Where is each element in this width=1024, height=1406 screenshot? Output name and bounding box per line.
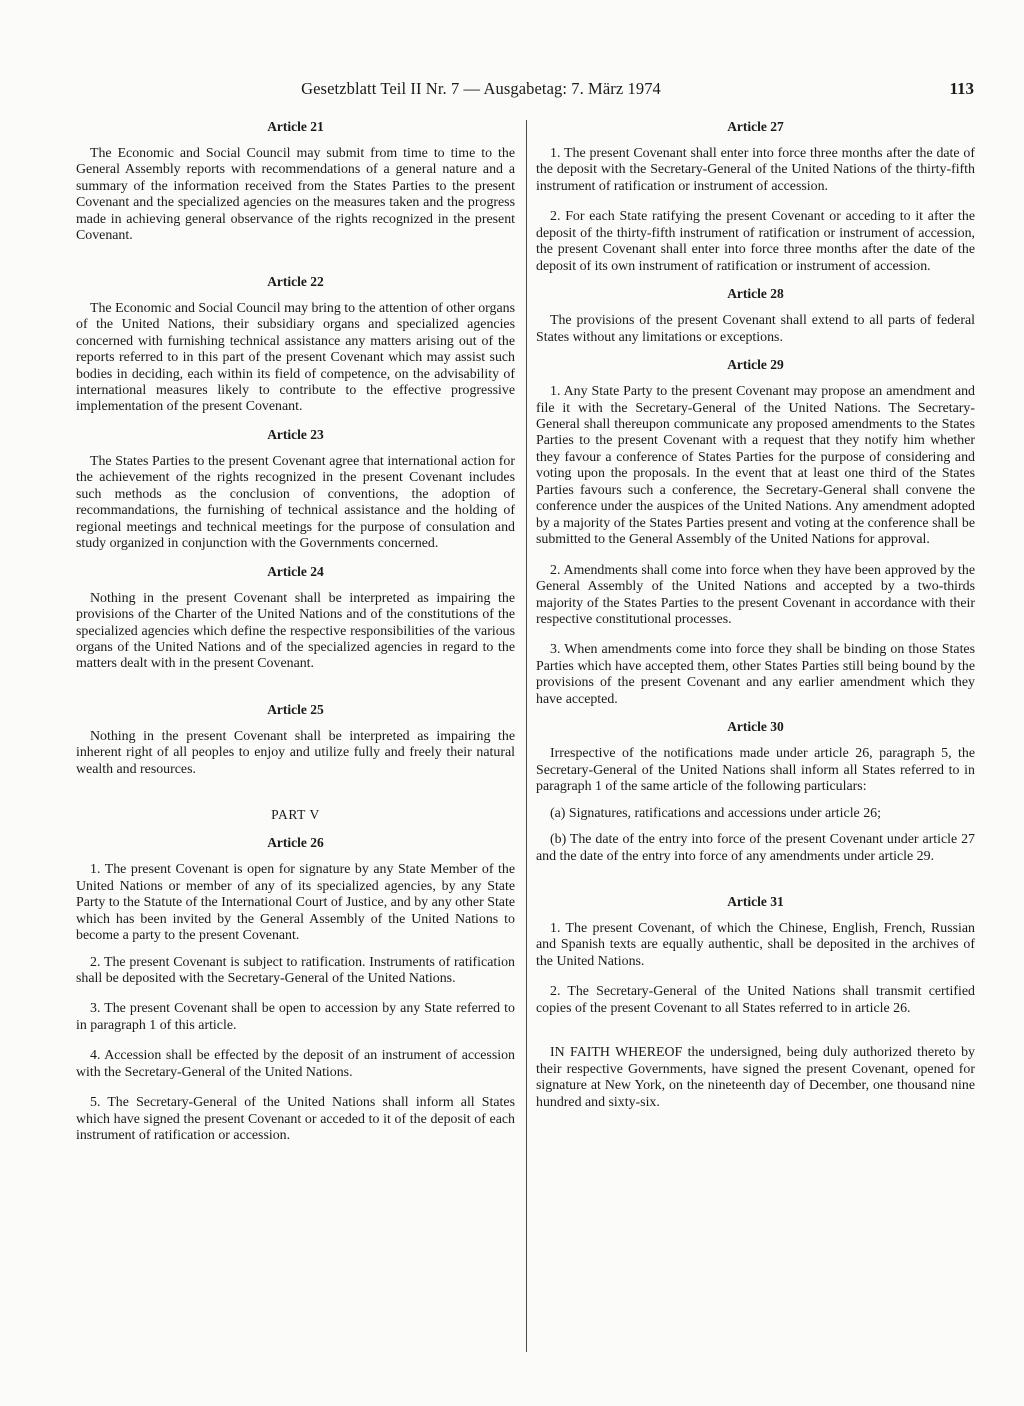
column-divider <box>526 120 527 1352</box>
article-31-title: Article 31 <box>727 893 784 909</box>
article-29-para-3: 3. When amendments come into force they shall be binding on those States Parties which have accepted them, other States Parties still being bound by the provisions of the present Covenant and any earlier amendment which they have accepted. <box>536 642 975 707</box>
article-26-title: Article 26 <box>267 835 324 851</box>
part-v-title: PART V <box>271 807 320 823</box>
article-24-text: Nothing in the present Covenant shall be interpreted as impairing the provisions of the Charter of the United Nations and of the constitutions of the specialized agencies which define the respective responsibilities of the various organs of the United Nations and of the specialized agencies in regard to the matters dealt with in the present Covenant. <box>76 590 515 672</box>
article-30-item-b: (b) The date of the entry into force of the present Covenant under article 27 and the date of the entry into force of any amendments under article 29. <box>536 832 975 864</box>
page-header <box>76 76 976 102</box>
article-30-title: Article 30 <box>727 719 784 735</box>
article-24-title: Article 24 <box>267 563 324 579</box>
article-26-para-2: 2. The present Covenant is subject to ratification. Instruments of ratification shall be deposited with the Secretary-General of the United Nations. <box>76 954 515 986</box>
article-23-title: Article 23 <box>267 426 324 442</box>
article-29-title: Article 29 <box>727 357 784 373</box>
header-title: Gesetzblatt Teil II Nr. 7 — Ausgabetag: 7. März 1974 <box>301 79 661 98</box>
article-26-para-5: 5. The Secretary-General of the United Nations shall inform all States which have signed the present Covenant or acceded to it of the deposit of each instrument of ratification or accession. <box>76 1095 515 1144</box>
article-25-text: Nothing in the present Covenant shall be interpreted as impairing the inherent right of all peoples to enjoy and utilize fully and freely their natural wealth and resources. <box>76 728 515 777</box>
article-28-title: Article 28 <box>727 286 784 302</box>
article-29-para-1: 1. Any State Party to the present Covenant may propose an amendment and file it with the Secretary-General of the United Nations. The Secretary-General shall thereupon communicate any proposed amendments to the States Parties to the present Covenant with a request that they notify him whether they favour a conference of States Parties for the purpose of considering and voting upon the proposals. In the event that at least one third of the States Parties favours such a conference, the Secretary-General shall convene the conference under the auspices of the United Nations. Any amendment adopted by a majority of the States Parties present and voting at the conference shall be submitted to the General Assembly of the United Nations for approval. <box>536 384 975 548</box>
article-27-title: Article 27 <box>727 119 784 134</box>
article-25-title: Article 25 <box>267 701 324 717</box>
article-30-text: Irrespective of the notifications made under article 26, paragraph 5, the Secretary-General of the United Nations shall inform all States referred to in paragraph 1 of the same article of the following particulars: <box>536 746 975 795</box>
article-26-para-3: 3. The present Covenant shall be open to accession by any State referred to in paragraph 1 of this article. <box>76 1001 515 1033</box>
article-23-text: The States Parties to the present Covenant agree that international action for the achievement of the rights recognized in the present Covenant includes such methods as the conclusion of conventions, the adoption of recommandations, the furnishing of technical assistance and the holding of regional meetings and technical meetings for the purpose of consulation and study organized in conjunction with the Governments concerned. <box>76 453 515 552</box>
in-faith-whereof: IN FAITH WHEREOF the undersigned, being duly authorized thereto by their respective Governments, have signed the present Covenant, opened for signature at New York, on the nineteenth day of December, one thousand nine hundred and sixty-six. <box>536 1045 975 1110</box>
article-31-para-1: 1. The present Covenant, of which the Chinese, English, French, Russian and Spanish texts are equally authentic, shall be deposited in the archives of the United Nations. <box>536 920 975 969</box>
article-21-text: The Economic and Social Council may submit from time to time to the General Assembly reports with recommendations of a general nature and a summary of the information received from the States Parties to the present Covenant and the specialized agencies on the measures taken and the progress made in achieving general observance of the rights recognized in the present Covenant. <box>76 146 515 244</box>
article-30-item-a: (a) Signatures, ratifications and accessions under article 26; <box>550 805 881 821</box>
article-28-text: The provisions of the present Covenant shall extend to all parts of federal States without any limitations or exceptions. <box>536 313 975 345</box>
article-29-para-2: 2. Amendments shall come into force when they have been approved by the General Assembly of the United Nations and accepted by a two-thirds majority of the States Parties to the present Covenant in accordance with their respective constitutional processes. <box>536 562 975 627</box>
article-27-para-2: 2. For each State ratifying the present Covenant or acceding to it after the deposit of the thirty-fifth instrument of ratification or instrument of accession, the present Covenant shall enter into force three months after the date of the deposit of its own instrument of ratification or instrument of accession. <box>536 209 975 274</box>
left-column <box>76 118 515 1145</box>
article-27-para-1: 1. The present Covenant shall enter into force three months after the date of the deposit with the Secretary-General of the United Nations of the thirty-fifth instrument of ratification or instrument of accession. <box>536 146 975 194</box>
article-22-title: Article 22 <box>267 273 324 289</box>
page-number: 113 <box>949 79 974 98</box>
article-26-para-4: 4. Accession shall be effected by the deposit of an instrument of accession with the Secretary-General of the United Nations. <box>76 1048 515 1080</box>
right-column <box>536 118 975 1111</box>
article-26-para-1: 1. The present Covenant is open for signature by any State Member of the United Nations or member of any of its specialized agencies, by any State Party to the Statute of the International Court of Justice, and by any other State which has been invited by the General Assembly of the United Nations to become a party to the present Covenant. <box>76 862 515 944</box>
article-22-text: The Economic and Social Council may bring to the attention of other organs of the United Nations, their subsidiary organs and specialized agencies concerned with furnishing technical assistance any matters arising out of the reports referred to in this part of the present Covenant which may assist such bodies in deciding, each within its field of competence, on the advisability of international measures likely to contribute to the effective progressive implementation of the present Covenant. <box>76 300 515 415</box>
article-31-para-2: 2. The Secretary-General of the United Nations shall transmit certified copies of the present Covenant to all States referred to in article 26. <box>536 984 975 1016</box>
article-21-title: Article 21 <box>267 119 324 134</box>
